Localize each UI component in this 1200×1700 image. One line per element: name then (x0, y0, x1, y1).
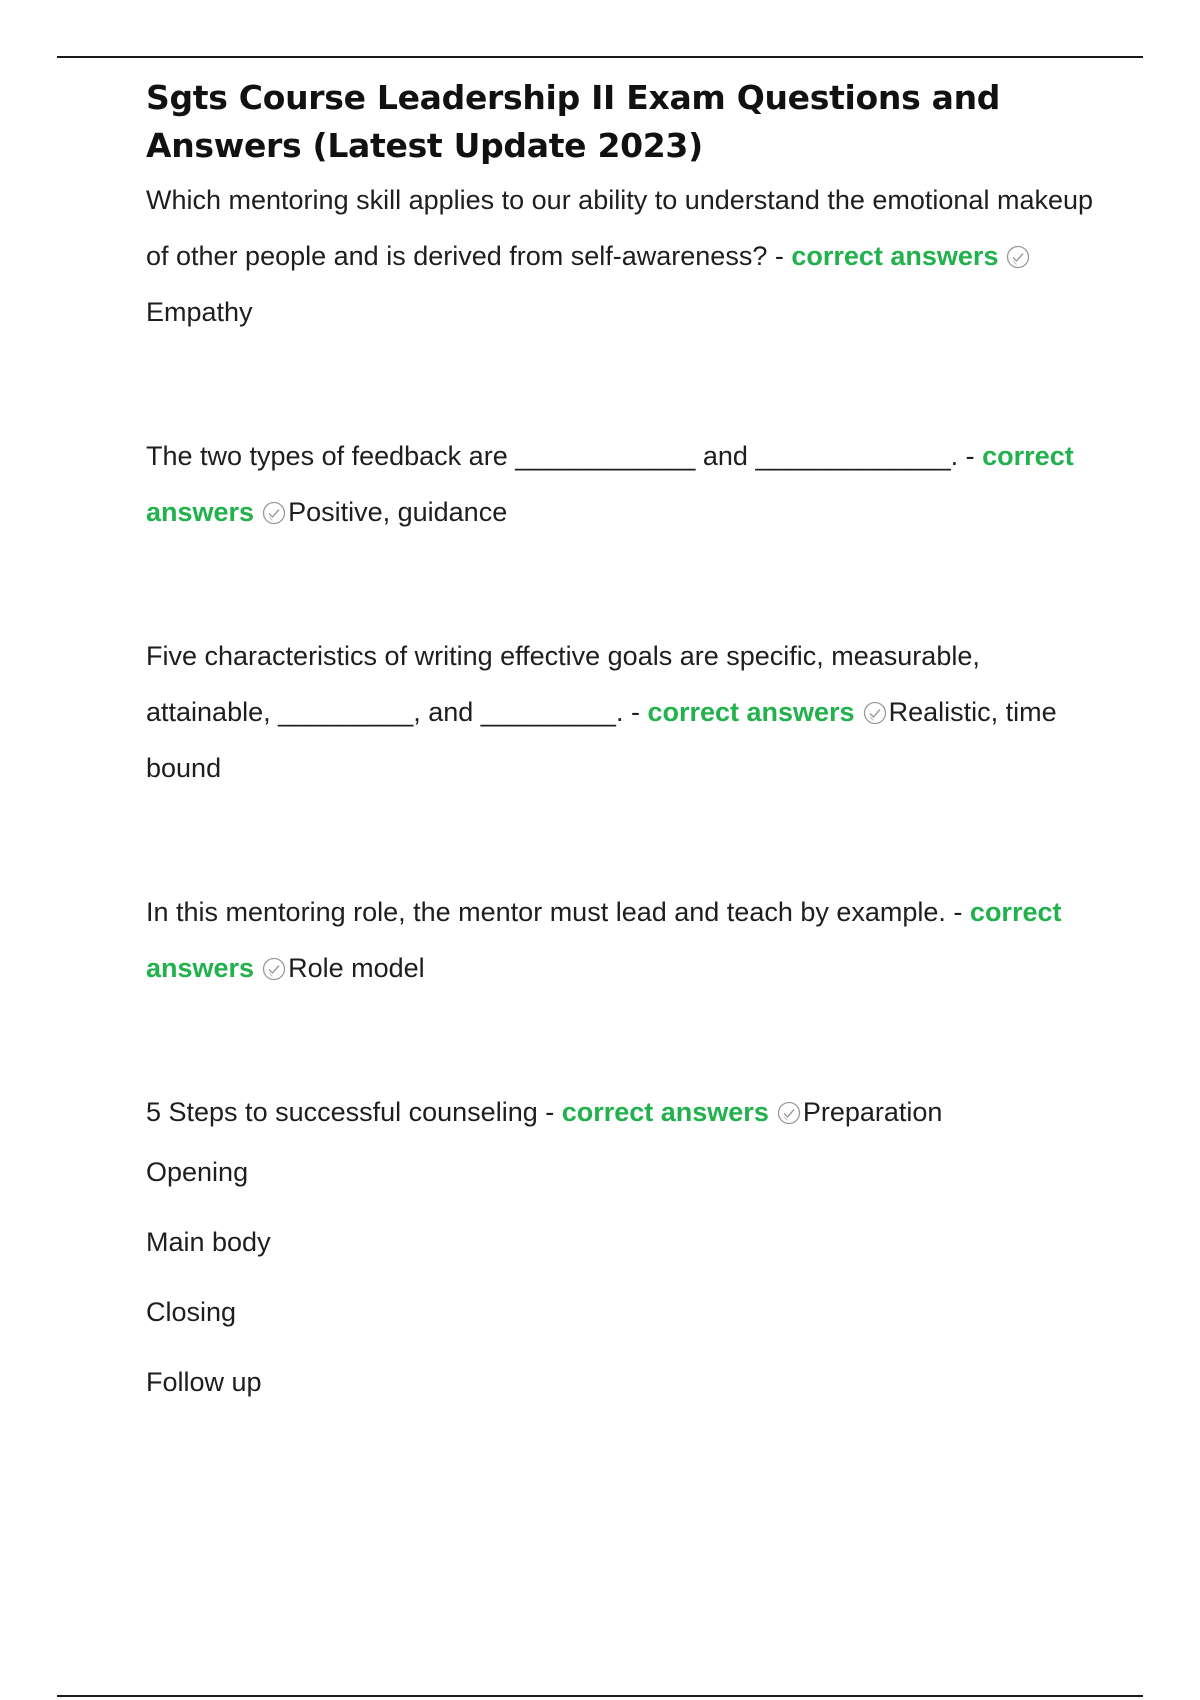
document-body (146, 74, 1106, 1434)
qa-item-4 (146, 884, 1106, 996)
question-text: 5 Steps to successful counseling - (146, 1097, 562, 1127)
list-item: Closing (146, 1297, 237, 1327)
answer-text: Role model (288, 953, 425, 983)
question-text: Which mentoring skill applies to our ability to understand the emotional makeup of other people and is derived from self-awareness? - (146, 185, 1094, 271)
answer-text: Empathy (146, 297, 253, 327)
bottom-rule (57, 1695, 1143, 1697)
qa-item-3 (146, 628, 1106, 796)
answer-text: Preparation (802, 1097, 943, 1127)
question-text: In this mentoring role, the mentor must lead and teach by example. - (146, 897, 970, 927)
check-circle-icon (863, 701, 887, 725)
answer-text: Positive, guidance (288, 497, 508, 527)
check-circle-icon (262, 501, 286, 525)
question-text: Five characteristics of writing effective goals are specific, measurable, attainable, _________, and _________. - (146, 641, 980, 727)
check-circle-icon (1006, 245, 1030, 269)
correct-answers-label: correct answers (561, 1097, 769, 1127)
list-item: Opening (146, 1157, 249, 1187)
correct-answers-label: correct answers (146, 897, 1062, 983)
check-circle-icon (777, 1101, 801, 1125)
check-circle-icon (262, 957, 286, 981)
correct-answers-label: correct answers (146, 441, 1074, 527)
list-item: Main body (146, 1227, 271, 1257)
correct-answers-label: correct answers (791, 241, 999, 271)
qa-item-1 (146, 172, 1106, 340)
list-item: Follow up (146, 1367, 262, 1397)
answer-text: Realistic, time bound (146, 697, 1057, 783)
qa-item-5 (146, 1084, 1106, 1140)
document-title: Sgts Course Leadership II Exam Questions and Answers (Latest Update 2023) (146, 78, 1001, 165)
question-text: The two types of feedback are ____________ and _____________. - (146, 441, 983, 471)
qa-item-2 (146, 428, 1106, 540)
counseling-steps-list (146, 1154, 1106, 1400)
top-rule (57, 56, 1143, 58)
correct-answers-label: correct answers (647, 697, 855, 727)
